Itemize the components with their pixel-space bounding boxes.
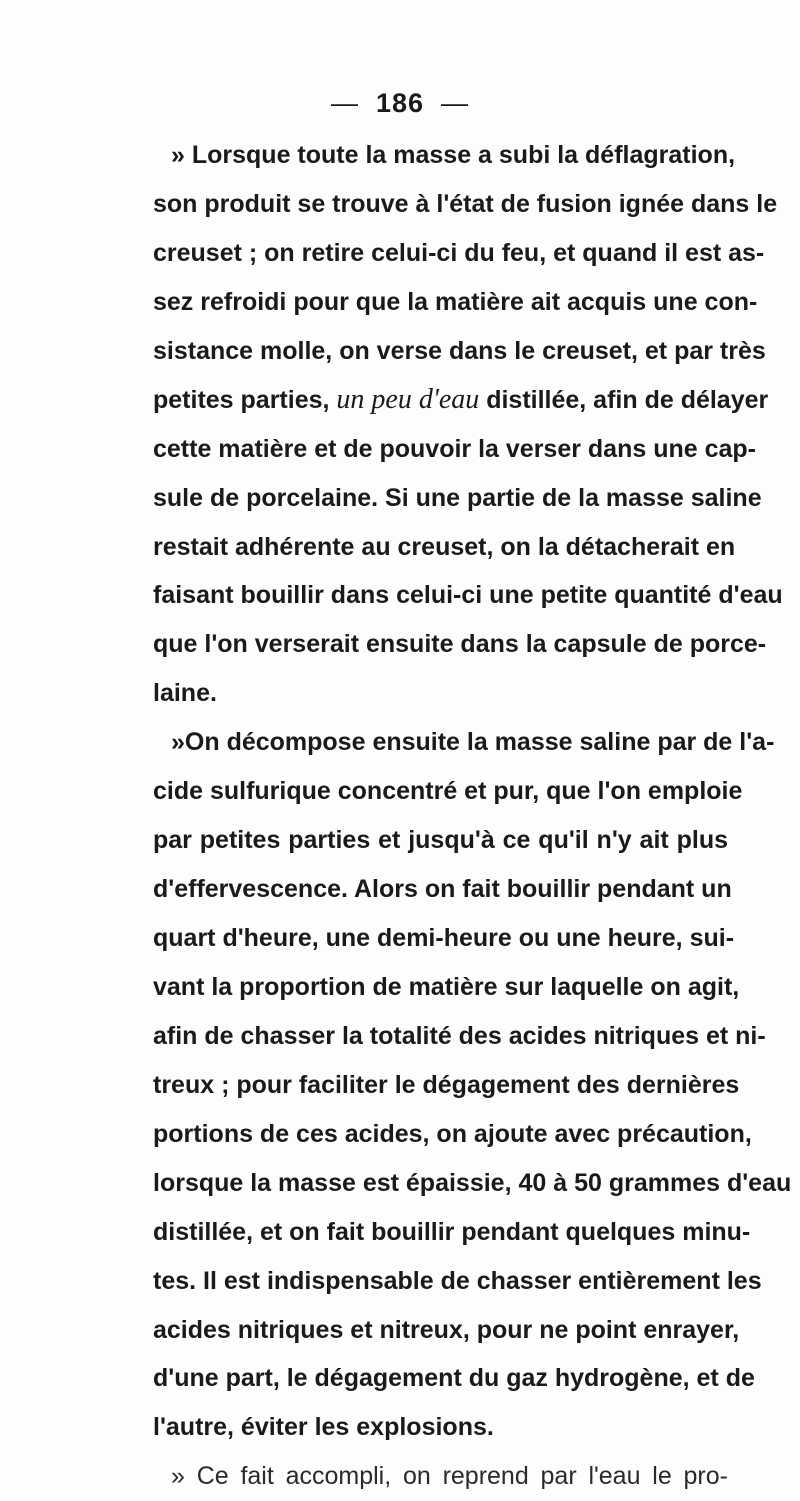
text-line: d'effervescence. Alors on fait bouillir pendant un bbox=[153, 875, 732, 904]
text-line: distillée, et on fait bouillir pendant quelques minu- bbox=[153, 1217, 751, 1246]
text-line: cette matière et de pouvoir la verser dans une cap- bbox=[153, 434, 757, 463]
text-line: » Lorsque toute la masse a subi la déflagration, bbox=[171, 141, 736, 169]
text-line: que l'on verserait ensuite dans la capsule de porce- bbox=[153, 630, 767, 659]
text-line: portions de ces acides, on ajoute avec précaution, bbox=[153, 1119, 752, 1148]
text-line: lorsque la masse est épaissie, 40 à 50 grammes d'eau bbox=[153, 1168, 792, 1197]
text-line: faisant bouillir dans celui-ci une petite quantité d'eau bbox=[153, 581, 783, 610]
text-line: restait adhérente au creuset, on la détacherait en bbox=[153, 532, 736, 561]
text-line: cide sulfurique concentré et pur, que l'on emploie bbox=[153, 777, 743, 806]
text-segment: petites parties, bbox=[153, 385, 337, 414]
text-line: quart d'heure, une demi-heure ou une heure, sui- bbox=[153, 924, 735, 952]
text-line: d'une part, le dégagement du gaz hydrogène, et de bbox=[153, 1364, 755, 1393]
text-line: tes. Il est indispensable de chasser entièrement les bbox=[153, 1266, 762, 1295]
text-line: sez refroidi pour que la matière ait acquis une con- bbox=[153, 287, 758, 316]
header-dash-right: — bbox=[441, 88, 470, 118]
text-line: afin de chasser la totalité des acides nitriques et ni- bbox=[153, 1021, 766, 1050]
text-line: acides nitriques et nitreux, pour ne point enrayer, bbox=[153, 1315, 740, 1344]
text-line: par petites parties et jusqu'à ce qu'il n'y ait plus bbox=[153, 826, 728, 855]
text-segment: distillée, afin de délayer bbox=[479, 385, 769, 414]
text-line: treux ; pour faciliter le dégagement des dernières bbox=[153, 1070, 740, 1099]
italic-phrase: un peu d'eau bbox=[336, 383, 480, 415]
body-text bbox=[153, 131, 792, 1501]
text-line: sule de porcelaine. Si une partie de la masse saline bbox=[153, 483, 762, 512]
text-line: sistance molle, on verse dans le creuset, et par très bbox=[153, 336, 766, 365]
page-number: 186 bbox=[375, 88, 425, 118]
text-line bbox=[153, 376, 769, 425]
text-line: l'autre, éviter les explosions. bbox=[153, 1413, 494, 1442]
text-line: laine. bbox=[153, 679, 217, 708]
text-line: vant la proportion de matière sur laquelle on agit, bbox=[153, 972, 740, 1001]
header-dash-left: — bbox=[330, 88, 359, 118]
text-line: creuset ; on retire celui-ci du feu, et quand il est as- bbox=[153, 238, 765, 267]
text-line: son produit se trouve à l'état de fusion ignée dans le bbox=[153, 189, 778, 218]
text-line: » Ce fait accompli, on reprend par l'eau le pro- bbox=[171, 1462, 728, 1491]
page-header bbox=[0, 83, 800, 123]
text-line: »On décompose ensuite la masse saline par de l'a- bbox=[171, 728, 775, 757]
